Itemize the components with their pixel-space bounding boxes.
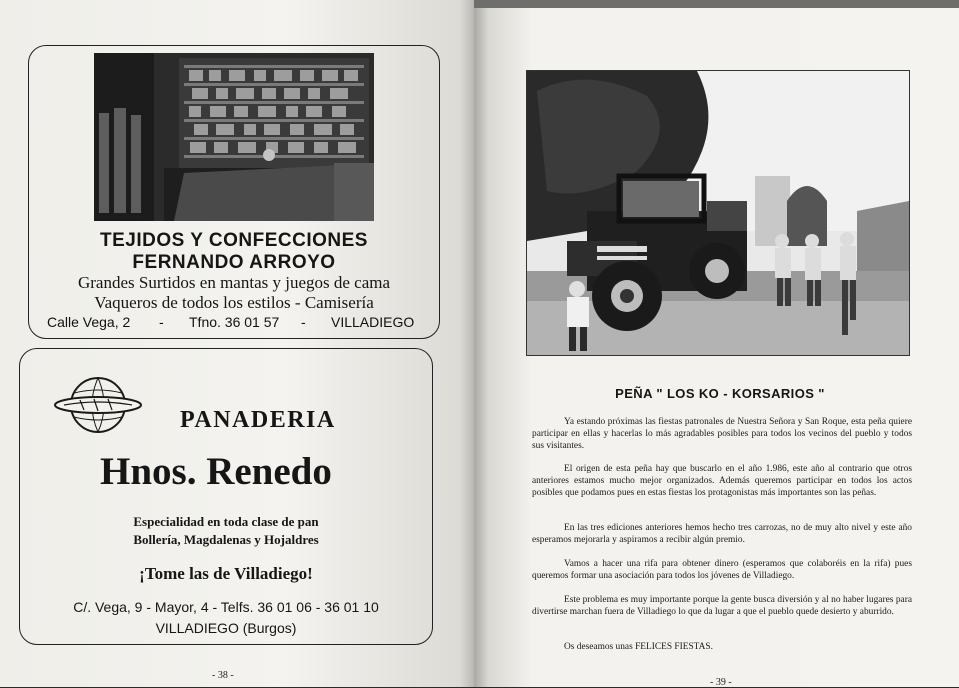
article-paragraph: Este problema es muy importante porque la gente busca diversión y al no haber lugares para divertirse marchan fuera de Villadiego lo que da lugar a que el pueblo quede desierto y aburrido. (532, 595, 912, 617)
bakery-town: VILLADIEGO (Burgos) (155, 620, 297, 636)
address-phone: Tfno. 36 01 57 (189, 314, 280, 330)
article-paragraph: Os deseamos unas FELICES FIESTAS. (564, 642, 713, 652)
address-street: Calle Vega, 2 (47, 314, 131, 330)
article-paragraph: Vamos a hacer una rifa para obtener dinero (esperamos que colaboréis en la rifa) pues queremos formar una asociación para todos los jóvenes de Villadiego. (532, 559, 912, 581)
specialty-line1: Especialidad en toda clase de pan (133, 514, 319, 529)
tractor-photo (526, 70, 910, 356)
ad-tejidos-box (28, 45, 440, 339)
scan-edge (474, 0, 959, 8)
tagline-line2: Vaqueros de todos los estilos - Camisería (94, 293, 374, 312)
panaderia-heading: PANADERIA (180, 407, 336, 433)
bakery-name: Hnos. Renedo (100, 450, 332, 493)
bread-globe-icon (54, 375, 142, 435)
address-separator: - (159, 314, 164, 330)
article-paragraph: Ya estando próximas las fiestas patronales de Nuestra Señora y San Roque, esta peña quiere participar en ellas y hacerlas lo más agradables posibles para todos los vecinos del pueblo y todos sus visitantes. (532, 417, 912, 451)
page-number-right: - 39 - (710, 677, 732, 688)
shop-name-line1: TEJIDOS Y CONFECCIONES (100, 230, 368, 251)
article-title: PEÑA " LOS KO - KORSARIOS " (615, 386, 825, 401)
page-number-left: - 38 - (212, 670, 234, 681)
ad-panaderia-box (19, 348, 433, 645)
specialty-line2: Bollería, Magdalenas y Hojaldres (133, 532, 319, 547)
bakery-address: C/. Vega, 9 - Mayor, 4 - Telfs. 36 01 06 - 36 01 10 (73, 599, 379, 615)
address-separator: - (301, 314, 306, 330)
article-paragraph: En las tres ediciones anteriores hemos hecho tres carrozas, no de muy alto nivel y este año esperamos mejorarla y aspiramos a recibir algún premio. (532, 523, 912, 545)
tagline-line1: Grandes Surtidos en mantas y juegos de cama (77, 273, 391, 292)
slogan: ¡Tome las de Villadiego! (139, 564, 313, 583)
article-paragraph: El origen de esta peña hay que buscarlo en el año 1.986, este año al contrario que otros anteriores estamos mucho mejor organizados. Además queremos participar en todos los actos posibles que podamos pues en estas fiestas los protagonistas más importantes son las peñas. (532, 464, 912, 498)
address-town: VILLADIEGO (331, 314, 415, 330)
shop-interior-photo (94, 53, 374, 221)
shop-name-line2: FERNANDO ARROYO (132, 252, 336, 273)
